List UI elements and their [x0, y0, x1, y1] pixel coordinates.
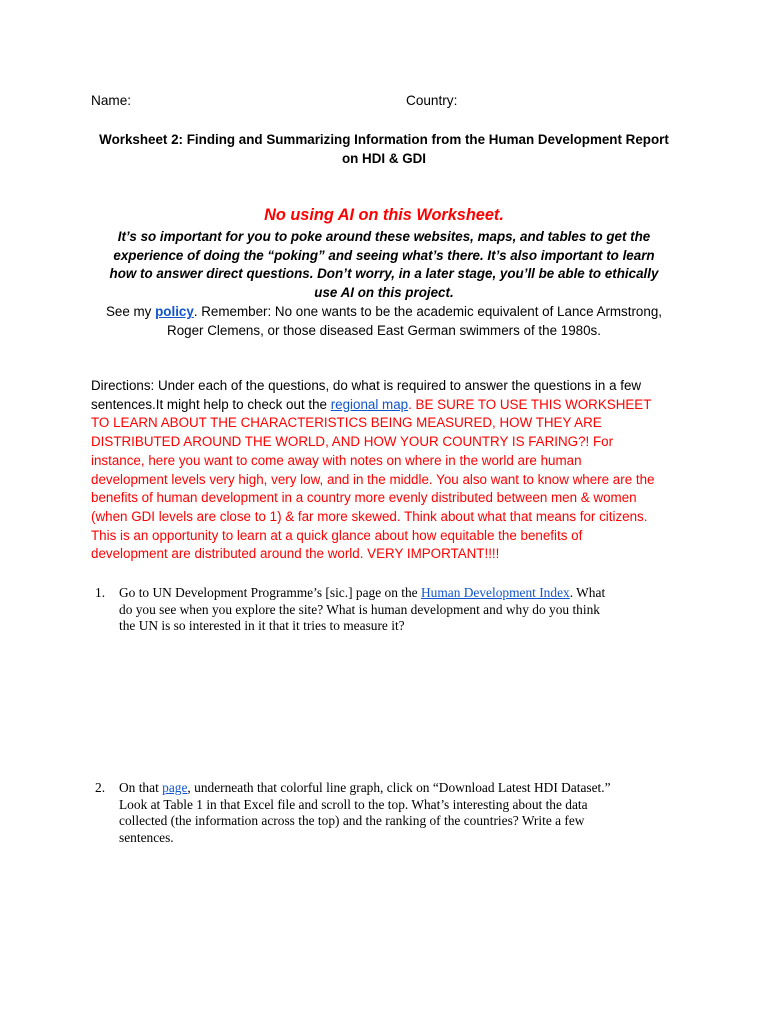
directions-prefix: sentences.It might help to check out the [91, 396, 331, 412]
question-line-rest: , underneath that colorful line graph, click on “Download Latest HDI Dataset.” [187, 780, 611, 795]
no-ai-heading: No using AI on this Worksheet. [264, 206, 504, 224]
policy-line-rest: . Remember: No one wants to be the academic equivalent of Lance Armstrong, [193, 304, 662, 319]
question-prefix: On that [119, 780, 163, 795]
question-1 [95, 585, 675, 635]
no-ai-line: how to answer direct questions. Don’t worry, in a later stage, you’ll be able to ethically [109, 266, 659, 282]
country-label: Country: [406, 93, 458, 108]
directions-red-line: instance, here you want to come away with notes on where in the world are human [91, 452, 582, 468]
directions-paragraph [91, 377, 681, 564]
directions-red-line: development levels very high, very low, and in the middle. You also want to know where are the [91, 471, 655, 487]
directions-red-line: development are distributed around the world. VERY IMPORTANT!!!! [91, 546, 500, 562]
name-label: Name: [91, 93, 132, 108]
hdi-link[interactable]: Human Development Index [420, 585, 570, 600]
worksheet-title-line: on HDI & GDI [341, 151, 427, 166]
question-line [119, 780, 675, 797]
directions-red-text: . BE SURE TO USE THIS WORKSHEET [408, 396, 652, 412]
worksheet-title-line: Worksheet 2: Finding and Summarizing Information from the Human Development Report [99, 132, 669, 147]
question-line [119, 585, 675, 602]
directions-red-line: (when GDI levels are close to 1) & far more skewed. Think about what that means for citizens. [91, 508, 648, 524]
no-ai-line: It’s so important for you to poke around these websites, maps, and tables to get the [117, 229, 651, 244]
policy-link[interactable]: policy [155, 304, 194, 319]
page-link[interactable]: page [162, 780, 188, 795]
directions-line: Directions: Under each of the questions, do what is required to answer the questions in a few [91, 378, 642, 393]
question-prefix: Go to UN Development Programme’s [sic.] page on the [119, 585, 421, 600]
worksheet-title [80, 130, 688, 168]
policy-paragraph [82, 303, 686, 340]
no-ai-line: experience of doing the “poking” and seeing what’s there. It’s also important to learn [113, 247, 655, 263]
directions-red-line: benefits of human development in a country more evenly distributed between men & women [91, 490, 637, 506]
question-line: do you see when you explore the site? What is human development and why do you think [119, 601, 600, 617]
directions-red-line: DISTRIBUTED AROUND THE WORLD, AND HOW YOUR COUNTRY IS FARING?! For [91, 434, 614, 450]
no-ai-line: use AI on this project. [314, 285, 454, 301]
regional-map-link[interactable]: regional map [330, 396, 409, 412]
directions-red-line: TO LEARN ABOUT THE CHARACTERISTICS BEING MEASURED, HOW THEY ARE [91, 415, 602, 431]
question-line: collected (the information across the top) and the ranking of the countries? Write a few [119, 813, 585, 829]
question-text [119, 585, 675, 635]
policy-line [82, 303, 686, 322]
question-text [119, 780, 675, 846]
question-line: the UN is so interested in it that it tries to measure it? [119, 618, 405, 634]
question-line: Look at Table 1 in that Excel file and scroll to the top. What’s interesting about the data [119, 796, 588, 812]
question-2 [95, 780, 675, 846]
policy-line: Roger Clemens, or those diseased East German swimmers of the 1980s. [167, 322, 601, 338]
directions-red-line: This is an opportunity to learn at a quick glance about how equitable the benefits of [91, 527, 583, 543]
policy-prefix: See my [105, 304, 156, 319]
question-line: sentences. [119, 829, 174, 845]
question-number: 1. [95, 585, 106, 600]
question-line-rest: . What [569, 585, 606, 600]
directions-line [91, 396, 681, 415]
no-ai-explanation [94, 228, 674, 303]
question-number: 2. [95, 780, 106, 795]
